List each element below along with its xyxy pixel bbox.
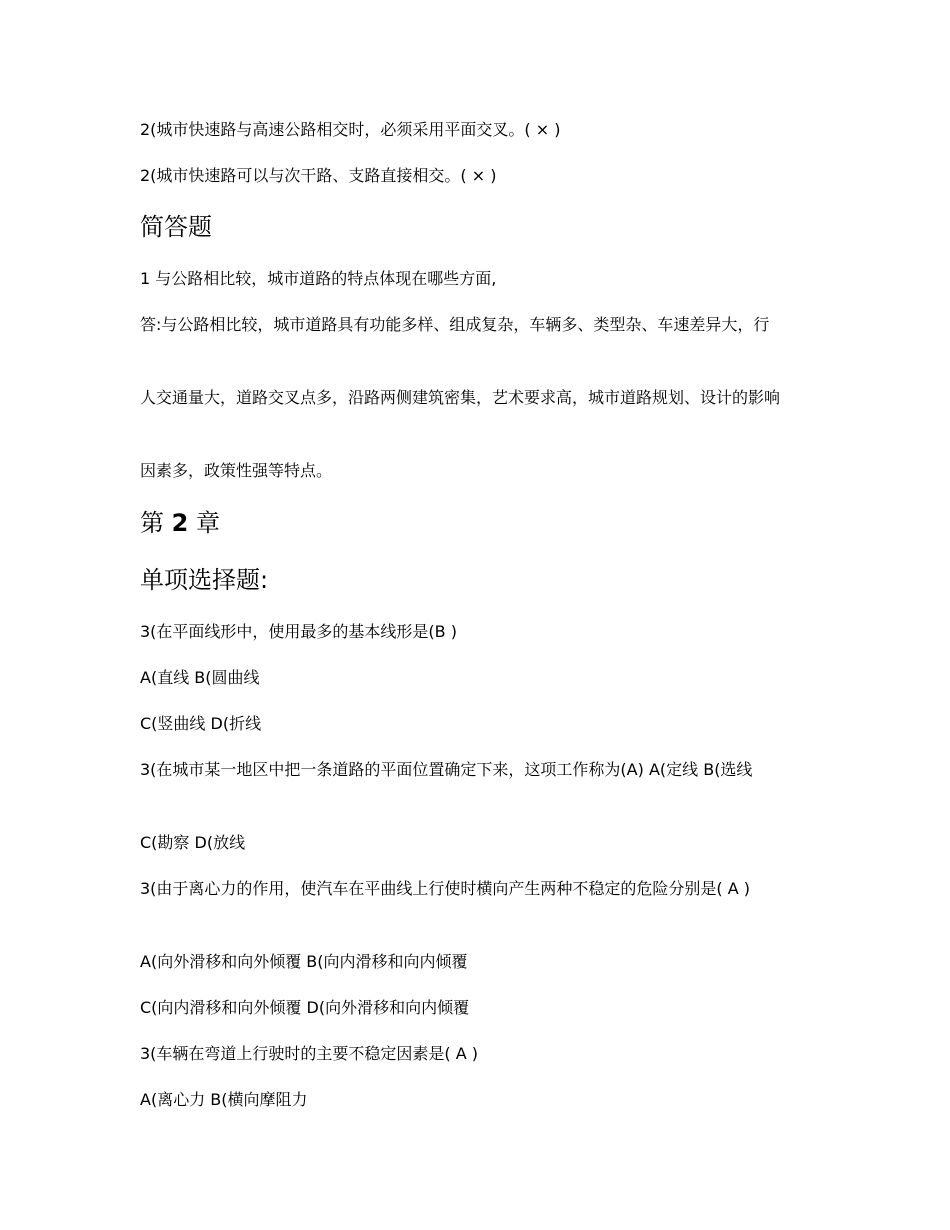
question-line: 3(由于离心力的作用，使汽车在平曲线上行使时横向产生两种不稳定的危险分别是( A )	[140, 879, 751, 898]
section-heading-short-answer: 简答题	[140, 213, 212, 241]
question-line: 3(车辆在弯道上行驶时的主要不稳定因素是( A )	[140, 1044, 479, 1063]
option-line: C(竖曲线 D(折线	[140, 714, 262, 733]
option-line: A(向外滑移和向外倾覆 B(向内滑移和向内倾覆	[140, 952, 468, 971]
chapter-number: 2	[171, 509, 189, 537]
question-line: 2(城市快速路与高速公路相交时，必须采用平面交叉。( × )	[140, 120, 561, 139]
option-line: A(直线 B(圆曲线	[140, 668, 260, 687]
chapter-heading-prefix: 第	[140, 509, 172, 537]
option-line: C(勘察 D(放线	[140, 833, 246, 852]
answer-paragraph: 人交通量大，道路交叉点多，沿路两侧建筑密集，艺术要求高，城市道路规划、设计的影响	[140, 388, 781, 407]
option-line: A(离心力 B(横向摩阻力	[140, 1090, 308, 1109]
question-line: 3(在平面线形中，使用最多的基本线形是(B )	[140, 622, 457, 641]
question-line: 2(城市快速路可以与次干路、支路直接相交。( × )	[140, 166, 497, 185]
chapter-heading-suffix: 章	[188, 509, 220, 537]
question-line: 3(在城市某一地区中把一条道路的平面位置确定下来，这项工作称为(A) A(定线 B(选线	[140, 760, 753, 779]
option-line: C(向内滑移和向外倾覆 D(向外滑移和向内倾覆	[140, 998, 470, 1017]
question-line: 1 与公路相比较，城市道路的特点体现在哪些方面,	[140, 269, 497, 288]
chapter-heading	[140, 507, 810, 539]
answer-paragraph: 因素多，政策性强等特点。	[140, 461, 333, 480]
section-heading-single-choice: 单项选择题:	[140, 566, 269, 594]
answer-paragraph: 答:与公路相比较，城市道路具有功能多样、组成复杂，车辆多、类型杂、车速差异大，行	[140, 315, 770, 334]
